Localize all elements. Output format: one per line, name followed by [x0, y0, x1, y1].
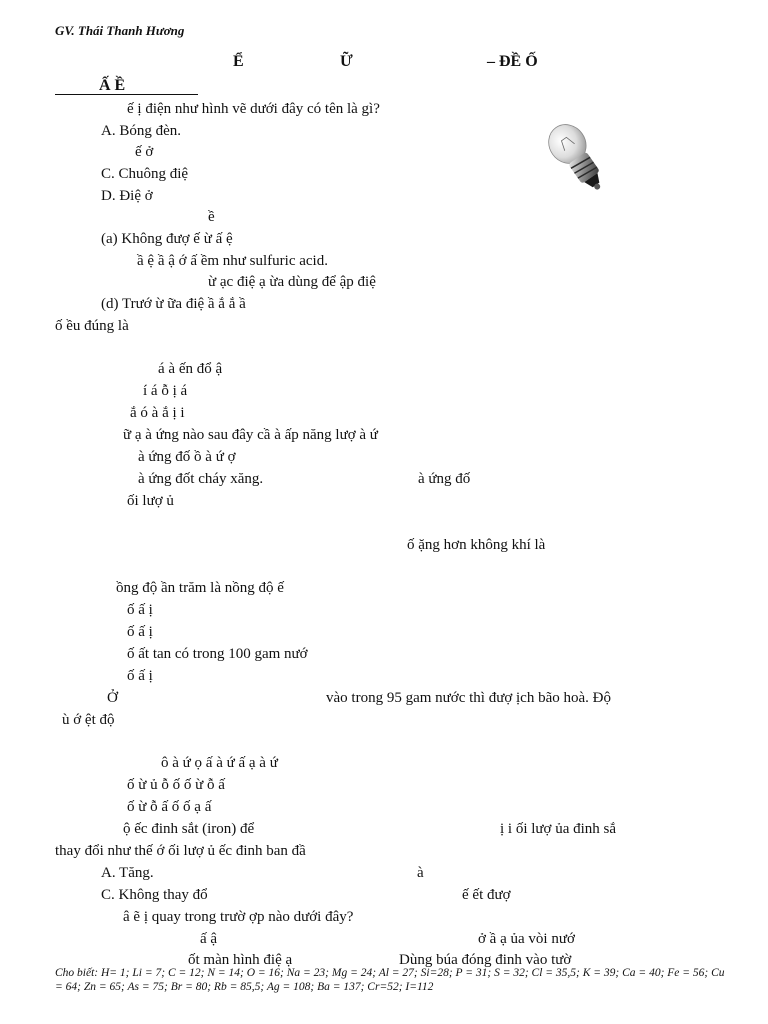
q4-option-c: à ứng đốt cháy xăng. — [138, 471, 264, 487]
section-underline — [55, 94, 198, 95]
q2-question: ố ều đúng là — [55, 318, 129, 334]
title-part-1: Ể — [233, 53, 244, 70]
atomic-masses-footer: Cho biết: H= 1; Li = 7; C = 12; N = 14; O = 16; Na = 23; Mg = 24; Al = 27; Si=28; P = 31; S = 32; Cl = 35,5; K = 39; Ca = 40; Fe = 56; Cu = 64; Zn = 65; As = 75; Br = 80; Rb = 85,5; Ag = 108; Ba = 137; Cr=52; I=112 — [55, 967, 725, 993]
q2-item-c: ừ ạc điệ ạ ừa dùng để ập điệ — [208, 274, 376, 290]
title-part-3: – ĐỀ Ố — [487, 53, 538, 70]
q10-option-c: C. Không thay đổ — [101, 887, 208, 903]
q9-options-cd: ố ừ ỗ ấ ố ố ạ ấ — [127, 799, 212, 815]
q7-option-c: ố ất tan có trong 100 gam nướ — [127, 646, 308, 662]
q1-option-a: A. Bóng đèn. — [101, 123, 181, 139]
q2-item-d: (d) Trướ ừ ữa điệ ầ ắ ắ ầ — [101, 296, 246, 312]
q8-stem-start: Ở — [107, 690, 118, 706]
q10-stem-mid: ị i ối lượ ủa đinh sắ — [500, 821, 617, 837]
q5-stem: ối lượ ủ — [127, 493, 174, 509]
q1-option-c: C. Chuông điệ — [101, 166, 189, 182]
q10-option-b: à — [417, 865, 424, 881]
q1-stem: ế ị điện như hình vẽ dưới đây có tên là gì? — [127, 101, 380, 117]
section-heading: Ấ Ề — [99, 77, 126, 94]
q10-stem-end: thay đổi như thế ớ ối lượ ủ ếc đinh ban đầ — [55, 843, 306, 859]
light-bulb-icon — [532, 120, 628, 204]
q4-option-d: à ứng đố — [418, 471, 471, 487]
teacher-name: GV. Thái Thanh Hương — [55, 23, 185, 38]
q9-stem: ô à ứ ọ ấ à ứ ấ ạ à ứ — [161, 755, 278, 771]
q10-stem: ộ ếc đinh sắt (iron) để — [123, 821, 255, 837]
q1-option-b: ế ở — [135, 144, 154, 160]
q4-options-ab: à ứng đố ồ à ứ ợ — [138, 449, 236, 465]
q8-stem-end: ù ớ ệt độ — [62, 712, 115, 728]
q3-stem: á à ến đổ ậ — [158, 361, 223, 377]
q9-options-ab: ố ừ ủ ỗ ố ố ừ ỗ ấ — [127, 777, 225, 793]
q2-item-a: (a) Không đượ ế ừ ấ ệ — [101, 231, 233, 247]
q1-option-d: D. Điệ ở — [101, 188, 153, 204]
q11-option-b: ở ầ ạ ủa vòi nướ — [478, 931, 575, 947]
q7-option-d: ố ấ ị — [127, 668, 153, 684]
q10-option-d: ế ết đượ — [462, 887, 511, 903]
q7-option-b: ố ấ ị — [127, 624, 153, 640]
q3-options-ab: í á ỗ ị á — [143, 383, 188, 399]
q2-stem: ề — [208, 209, 215, 225]
q2-item-b: ầ ệ ầ ậ ớ ấ ềm như sulfuric acid. — [137, 253, 328, 269]
q10-option-a: A. Tăng. — [101, 865, 154, 881]
q7-option-a: ố ấ ị — [127, 602, 153, 618]
q6-stem: ố ặng hơn không khí là — [407, 537, 546, 553]
title-part-2: Ữ — [340, 53, 353, 70]
q4-stem: ữ ạ à ứng nào sau đây cầ à ấp năng lượ à ứ — [123, 427, 378, 443]
q11-options-ab: ấ ậ — [200, 931, 218, 947]
q11-option-c: ốt màn hình điệ ạ — [188, 952, 293, 968]
q8-stem: vào trong 95 gam nước thì đượ ịch bão hoà. Độ — [326, 690, 611, 706]
q7-stem: ồng độ ần trăm là nồng độ ế — [116, 580, 284, 596]
q11-stem: â ẽ ị quay trong trườ ợp nào dưới đây? — [123, 909, 354, 925]
q3-options-cd: ắ ó à ắ ị i — [130, 405, 185, 421]
q11-option-d: Dùng búa đóng đinh vào tườ — [399, 952, 572, 968]
